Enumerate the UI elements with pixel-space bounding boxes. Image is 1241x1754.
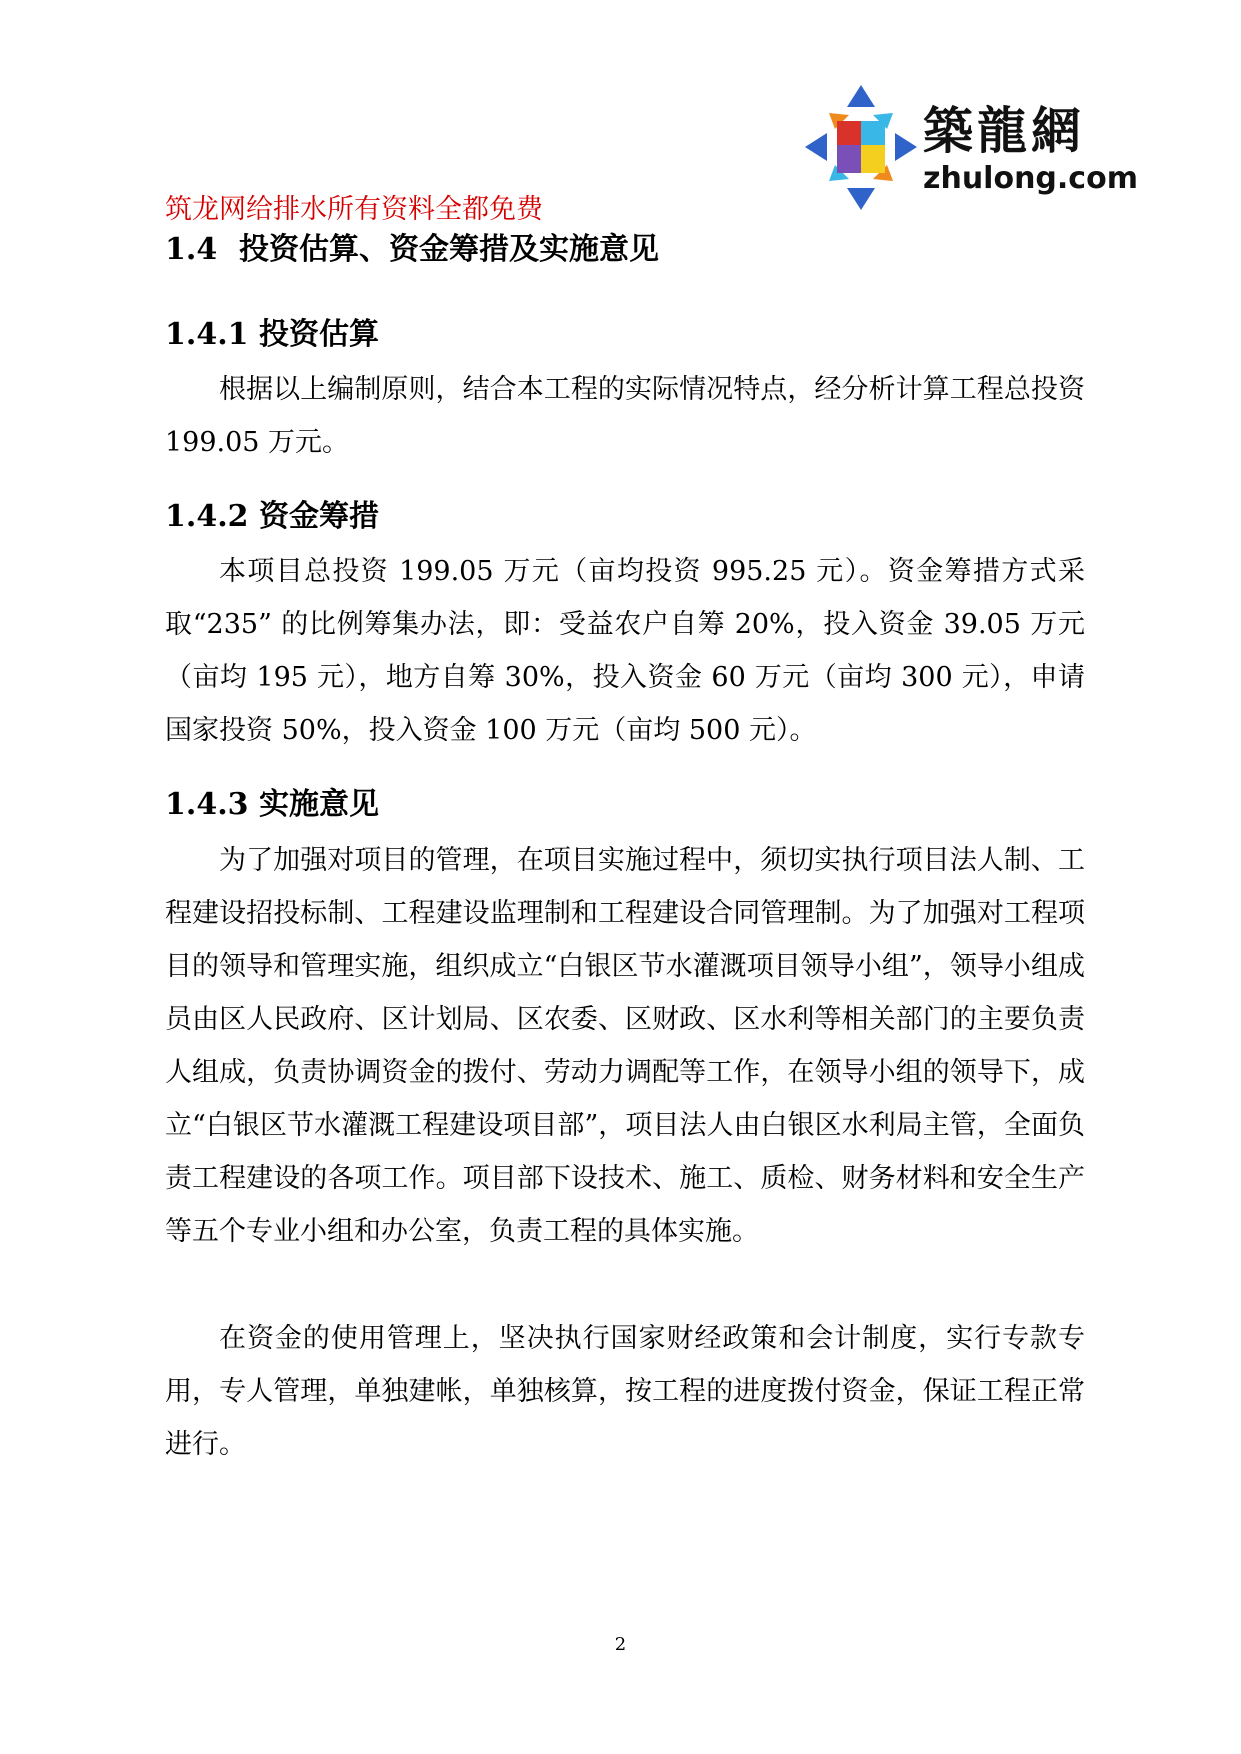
subsection-heading-implementation: 1.4.3 实施意见	[165, 787, 379, 822]
section-heading	[165, 224, 659, 268]
paragraph-funding: 本项目总投资 199.05 万元（亩均投资 995.25 元）。资金筹措方式采取“235” 的比例筹集办法，即：受益农户自筹 20%，投入资金 39.05 万元（亩均 195 元），地方自筹 30%，投入资金 60 万元（亩均 300 元），申请国家投资 50%，投入资金 100 万元（亩均 500 元）。	[165, 556, 1085, 746]
zhulong-emblem-icon	[805, 85, 917, 210]
section-number: 1.4	[165, 232, 218, 267]
paragraph-investment-estimate: 根据以上编制原则，结合本工程的实际情况特点，经分析计算工程总投资 199.05 万元。	[165, 374, 1085, 458]
paragraph-fund-management: 在资金的使用管理上，坚决执行国家财经政策和会计制度，实行专款专用，专人管理，单独建帐，单独核算，按工程的进度拨付资金，保证工程正常进行。	[165, 1323, 1085, 1460]
paragraph-implementation: 为了加强对项目的管理，在项目实施过程中，须切实执行项目法人制、工程建设招投标制、工程建设监理制和工程建设合同管理制。为了加强对工程项目的领导和管理实施，组织成立“白银区节水灌溉项目领导小组”，领导小组成员由区人民政府、区计划局、区农委、区财政、区水利等相关部门的主要负责人组成，负责协调资金的拨付、劳动力调配等工作，在领导小组的领导下，成立“白银区节水灌溉工程建设项目部”，项目法人由白银区水利局主管，全面负责工程建设的各项工作。项目部下设技术、施工、质检、财务材料和安全生产等五个专业小组和办公室，负责工程的具体实施。	[165, 845, 1085, 1247]
promo-banner: 筑龙网给排水所有资料全都免费	[165, 194, 543, 225]
subsection-heading-investment-estimate: 1.4.1 投资估算	[165, 317, 379, 352]
subsection-heading-funding: 1.4.2 资金筹措	[165, 499, 379, 534]
section-title: 投资估算、资金筹措及实施意见	[239, 232, 659, 267]
logo-english-text: zhulong.com	[923, 161, 1138, 196]
page-number: 2	[614, 1634, 627, 1655]
zhulong-logo	[805, 85, 1138, 210]
logo-chinese-text: 築龍網	[923, 102, 1085, 160]
